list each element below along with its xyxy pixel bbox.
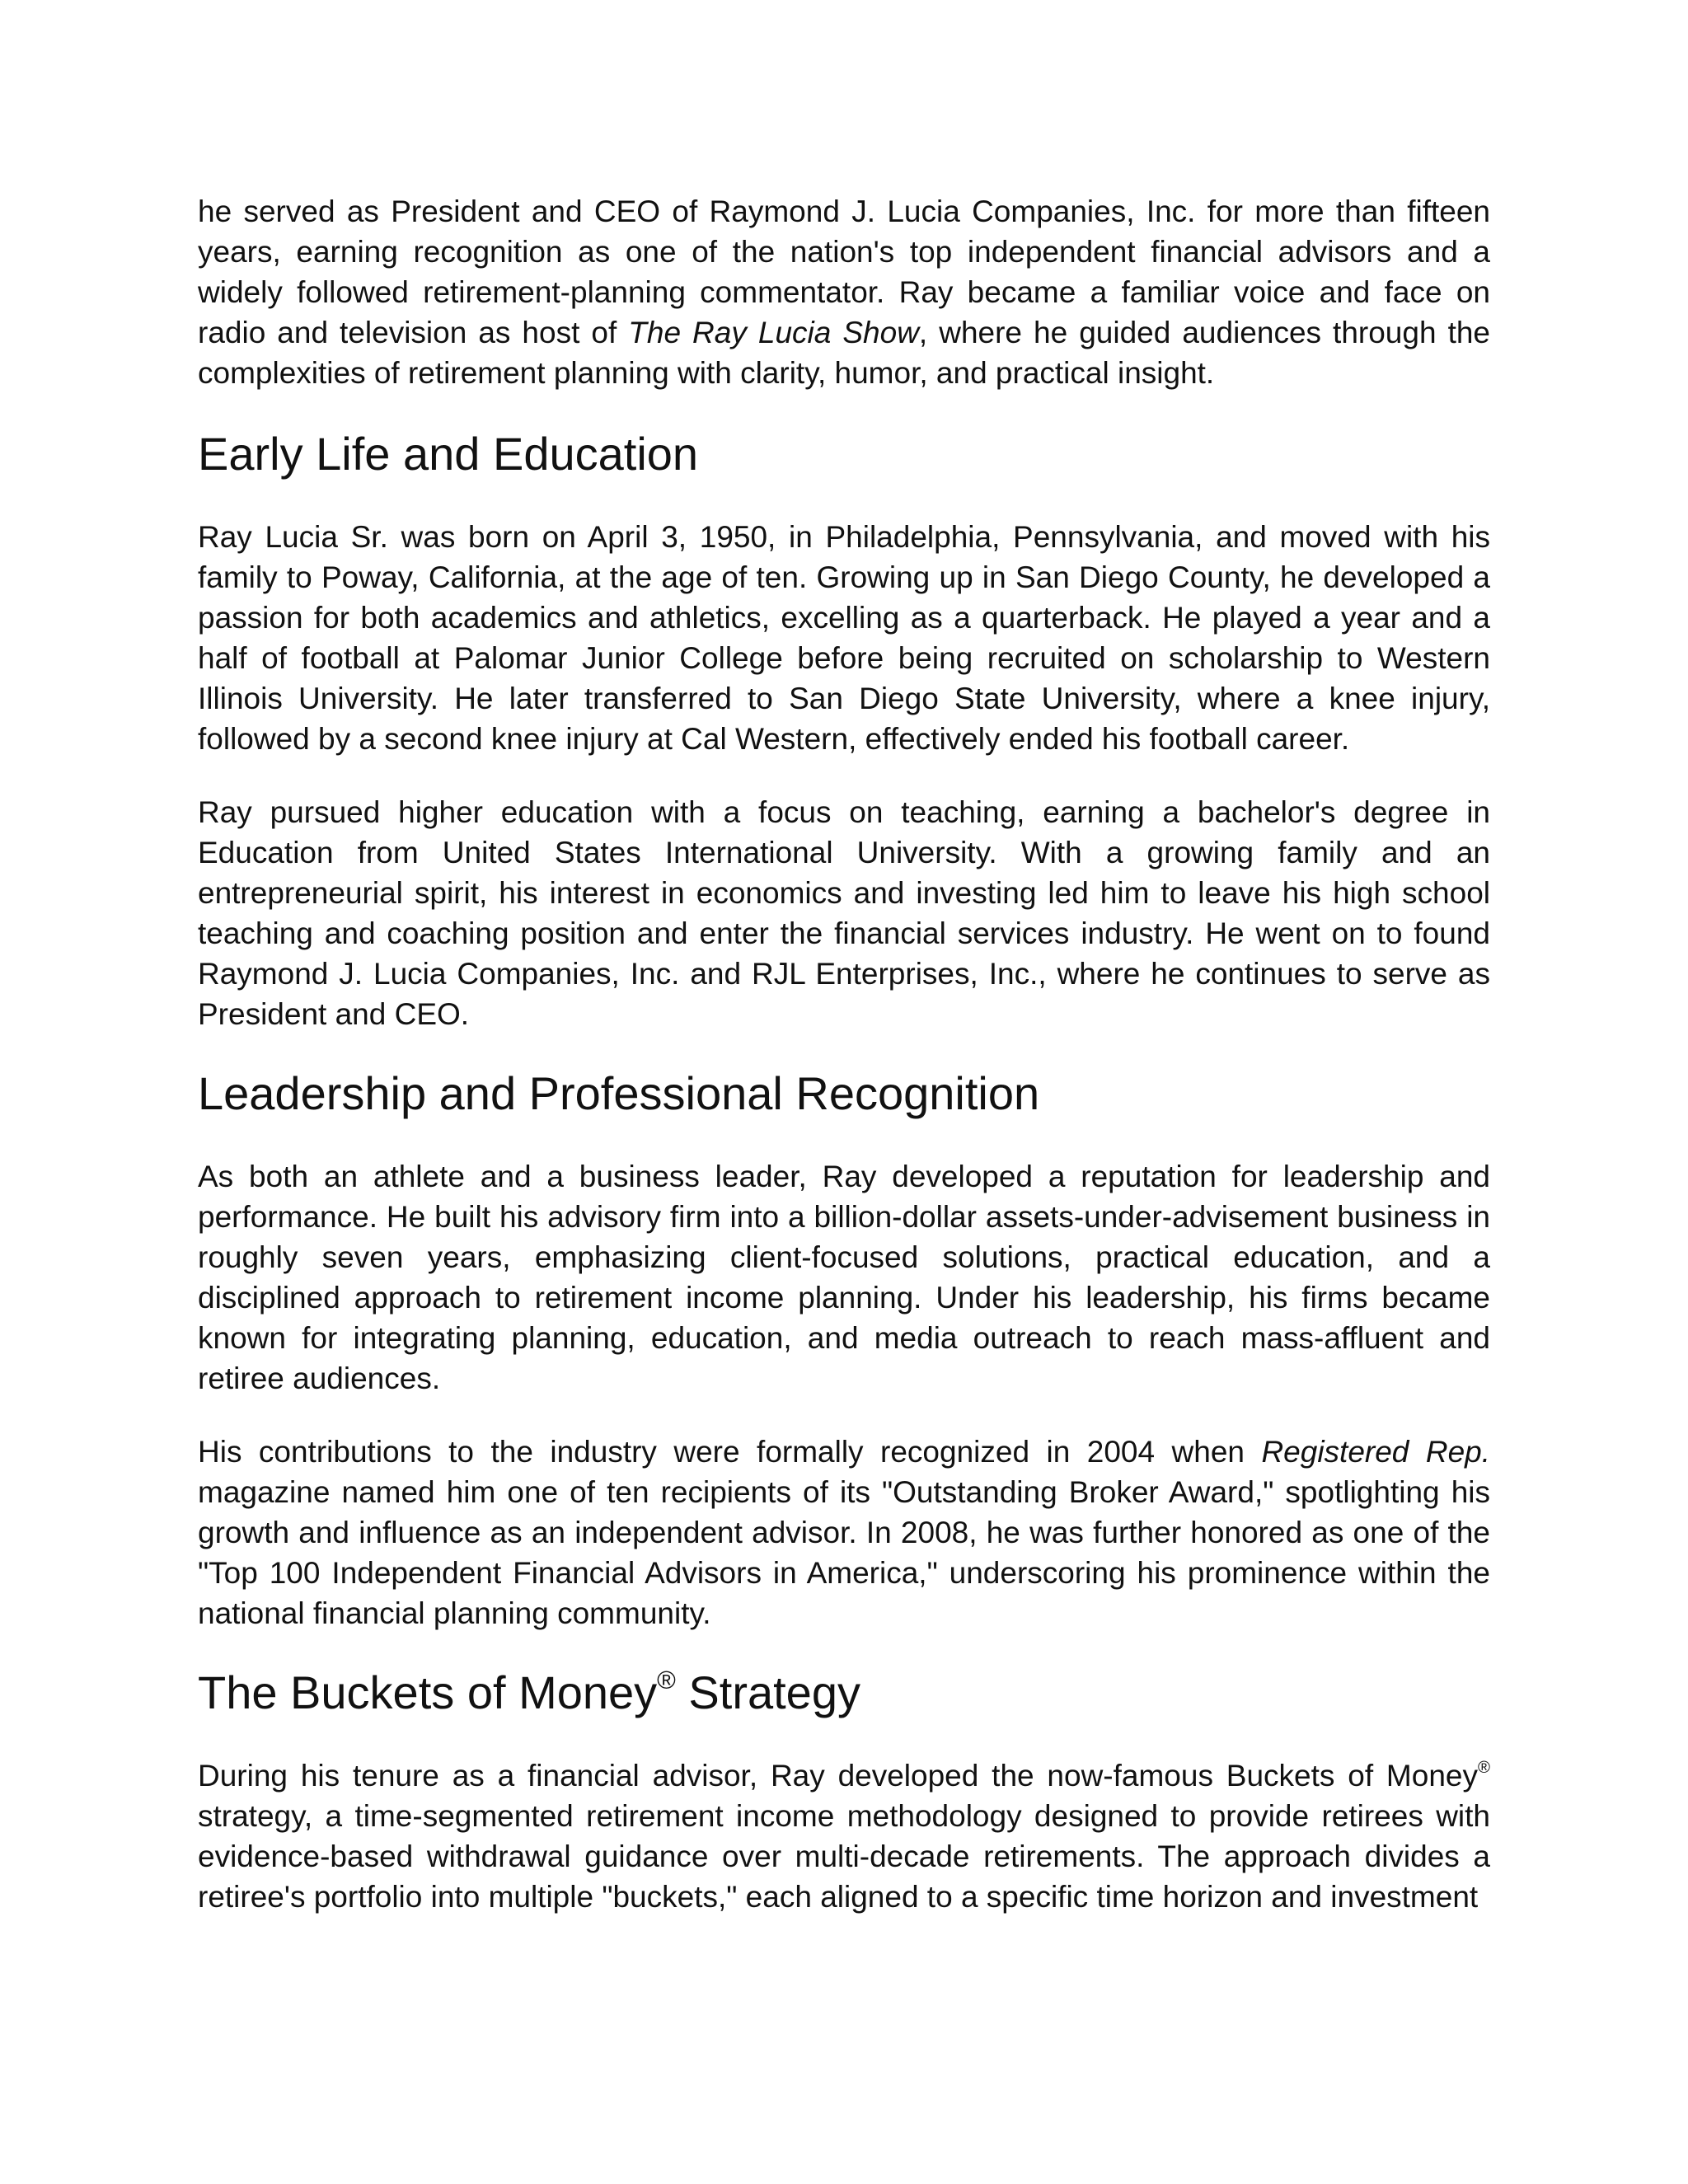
show-title: The Ray Lucia Show [628, 316, 919, 349]
early-life-paragraph-2: Ray pursued higher education with a focus on teaching, earning a bachelor's degree in Education from United States International University. With a growing family and an entrepreneurial spirit, his interest in economics and investing led him to leave his high school teaching and coaching position and enter the financial services industry. He went on to found Raymond J. Lucia Companies, Inc. and RJL Enterprises, Inc., where he continues to serve as President and CEO. [198, 795, 1490, 1031]
buckets-paragraph-1 [198, 1755, 1490, 1917]
intro-paragraph [198, 191, 1490, 393]
heading-leadership: Leadership and Professional Recognition [198, 1067, 1040, 1119]
leadership-paragraph-1: As both an athlete and a business leader, Ray developed a reputation for leadership and performance. He built his advisory firm into a billion-dollar assets-under-advisement business in roughly seven years, emphasizing client-focused solutions, practical education, and a disciplined approach to retirement income planning. Under his leadership, his firms became known for integrating planning, education, and media outreach to reach mass-affluent and retiree audiences. [198, 1160, 1490, 1395]
leadership-text-b: magazine named him one of ten recipients of its "Outstanding Broker Award," spotlighting his growth and influence as an independent advisor. In 2008, he was further honored as one of the "Top 100 Independent Financial Advisors in America," underscoring his prominence within the national financial planning community. [198, 1475, 1490, 1630]
heading-early-life: Early Life and Education [198, 428, 699, 480]
magazine-title: Registered Rep. [1261, 1435, 1491, 1469]
registered-mark: ® [657, 1665, 676, 1694]
buckets-text-b: strategy, a time-segmented retirement income methodology designed to provide retirees with evidence-based withdrawal guidance over multi-decade retirements. The approach divides a retiree's portfolio into multiple "buckets," each aligned to a specific time horizon and investment [198, 1799, 1490, 1914]
document-page [198, 191, 1490, 1950]
heading-buckets-text-b: Strategy [675, 1666, 860, 1718]
intro-text-a: he served as President and CEO of Raymond J. Lucia Companies, Inc. for more than fifteen years, earning recognition as one of the nation's top independent financial advisors and a widely followed retirement-planning commentator. Ray became a familiar voice and face on radio and television as host of [198, 194, 1490, 349]
leadership-text-a: His contributions to the industry were formally recognized in 2004 when [198, 1435, 1262, 1469]
heading-buckets [198, 1666, 1490, 1719]
early-life-paragraph-1: Ray Lucia Sr. was born on April 3, 1950, in Philadelphia, Pennsylvania, and moved with his family to Poway, California, at the age of ten. Growing up in San Diego County, he developed a passion for both academics and athletics, excelling as a quarterback. He played a year and a half of football at Palomar Junior College before being recruited on scholarship to Western Illinois University. He later transferred to San Diego State University, where a knee injury, followed by a second knee injury at Cal Western, effectively ended his football career. [198, 520, 1490, 756]
heading-buckets-text-a: The Buckets of Money [198, 1666, 658, 1718]
leadership-paragraph-2 [198, 1432, 1490, 1633]
registered-mark: ® [1478, 1758, 1490, 1777]
buckets-text-a: During his tenure as a financial advisor, Ray developed the now-famous Buckets of Money [198, 1759, 1478, 1793]
intro-text-b: , where he guided audiences through the complexities of retirement planning with clarity, humor, and practical insight. [198, 316, 1490, 390]
